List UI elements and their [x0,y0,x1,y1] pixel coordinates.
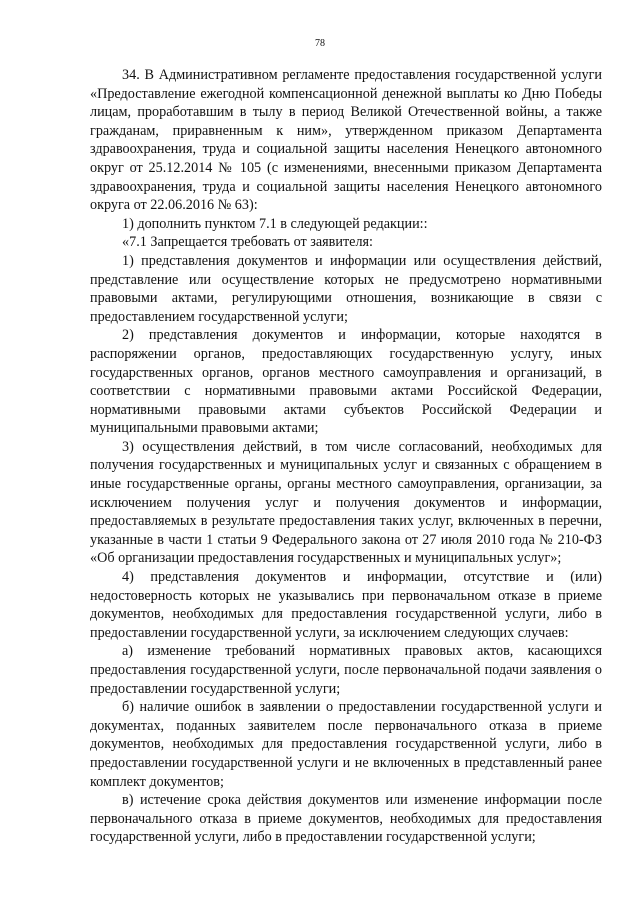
paragraph-subitem-a: а) изменение требований нормативных правовых актов, касающихся предоставления государственной услуги, после первоначальной подачи заявления о предоставлении государственной услуги; [90,643,602,697]
page-number: 78 [315,38,325,49]
document-body [90,66,602,847]
paragraph-list-item-4: 4) представления документов и информации, отсутствие и (или) недостоверность которых не указывались при первоначальном отказе в приеме документов, необходимых для предоставления государственной услуги, либо в предоставлении государственной услуги, за исключением следующих случаев: [90,569,602,641]
paragraph-subitem-v: в) истечение срока действия документов или изменение информации после первоначального отказа в приеме документов, необходимых для предоставления государственной услуги, либо в предоставлении государственной услуги; [90,792,602,846]
paragraph-list-item-3: 3) осуществления действий, в том числе согласований, необходимых для получения государственных и муниципальных услуг и связанных с обращением в иные государственные органы, органы местного самоуправления, организации, за исключением получения услуг и получения документов и информации, предоставляемых в результате предоставления таких услуг, включенных в перечни, указанные в части 1 статьи 9 Федерального закона от 27 июля 2010 года № 210-ФЗ «Об организации предоставления государственных и муниципальных услуг»; [90,438,602,567]
paragraph-subitem-1: 1) дополнить пунктом 7.1 в следующей редакции:: [122,215,428,232]
paragraph-subitem-b: б) наличие ошибок в заявлении о предоставлении государственной услуги и документах, поданных заявителем после первоначального отказа в приеме документов, необходимых для предоставления государственной услуги, либо в предоставлении государственной услуги и не включенных в представленный ранее комплект документов; [90,699,602,790]
paragraph-list-item-2: 2) представления документов и информации, которые находятся в распоряжении органов, предоставляющих государственную услугу, иных государственных органов, органов местного самоуправления и организаций, в соответствии с нормативными правовыми актами Российской Федерации, нормативными правовыми актами субъектов Российской Федерации и муниципальными правовыми актами; [90,327,602,437]
paragraph-clause-7-1: «7.1 Запрещается требовать от заявителя: [122,234,373,251]
paragraph-list-item-1: 1) представления документов и информации или осуществления действий, представление или осуществление которых не предусмотрено нормативными правовыми актами, регулирующими отношения, возникающие в связи с предоставлением государственной услуги; [90,252,602,325]
paragraph-item-34: 34. В Административном регламенте предоставления государственной услуги «Предоставление ежегодной компенсационной денежной выплаты ко Дню Победы лицам, проработавшим в тылу в период Великой Отечественной войны, а также гражданам, приравненным к ним», утвержденном приказом Департамента здравоохранения, труда и социальной защиты населения Ненецкого автономного округ от 25.12.2014 № 105 (с изменениями, внесенными приказом Департамента здравоохранения, труда и социальной защиты населения Ненецкого автономного округа от 22.06.2016 № 63): [90,67,602,214]
